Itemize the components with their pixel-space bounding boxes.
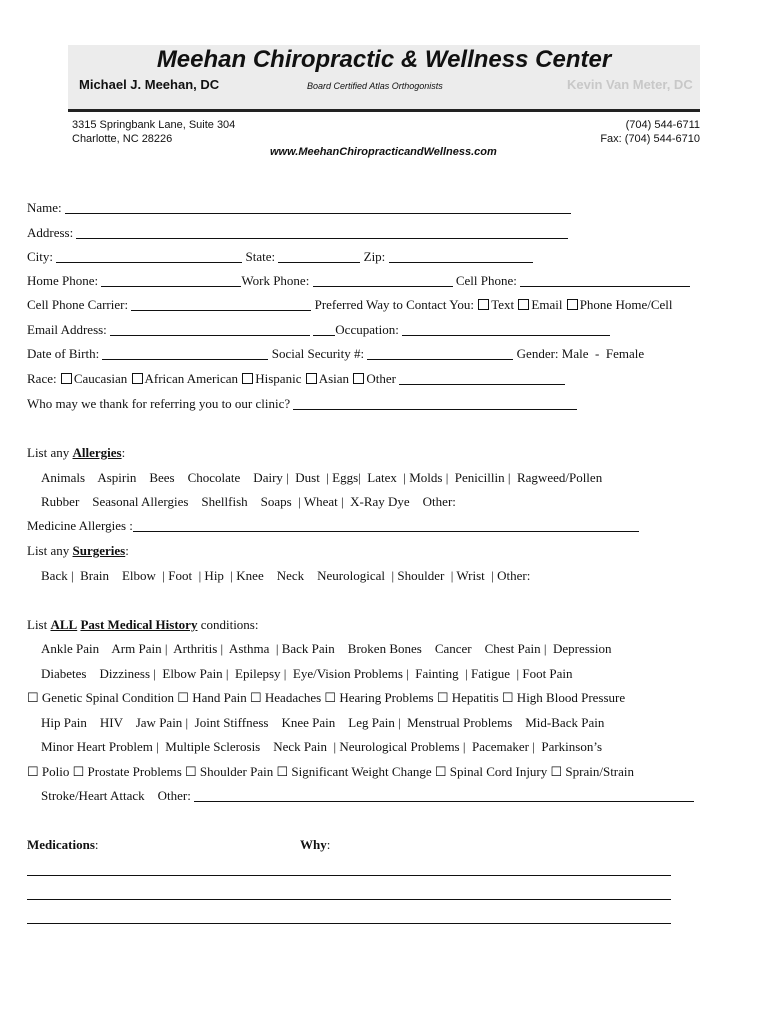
- history-row-1[interactable]: Ankle Pain Arm Pain | Arthritis | Asthma | Back Pain Broken Bones Cancer Chest Pain | Depression: [41, 641, 612, 656]
- address-row: [27, 225, 568, 241]
- medicine-allergies-label: Medicine Allergies :: [27, 518, 133, 533]
- surgeries-suffix: :: [125, 543, 129, 558]
- allergies-heading: [27, 445, 125, 461]
- medicine-allergies-field[interactable]: [133, 519, 639, 532]
- race-asian-checkbox[interactable]: [306, 373, 317, 384]
- name-field[interactable]: [65, 201, 571, 214]
- allergies-prefix: List any: [27, 445, 73, 460]
- history-prefix: List: [27, 617, 51, 632]
- race-other-field[interactable]: [399, 372, 565, 385]
- history-row-2[interactable]: Diabetes Dizziness | Elbow Pain | Epilepsy | Eye/Vision Problems | Fainting | Fatigue | Foot Pain: [41, 666, 573, 681]
- history-title: Past Medical History: [80, 617, 198, 632]
- history-row-4[interactable]: Hip Pain HIV Jaw Pain | Joint Stiffness Knee Pain Leg Pain | Menstrual Problems Mid-Back Pain: [41, 715, 605, 730]
- referral-field[interactable]: [293, 397, 577, 410]
- race-caucasian-label: Caucasian: [73, 371, 128, 386]
- state-field[interactable]: [278, 250, 360, 263]
- gender-label: Gender:: [516, 346, 559, 361]
- ssn-field[interactable]: [367, 347, 513, 360]
- home-phone-field[interactable]: [101, 274, 241, 287]
- race-african-label: African American: [144, 371, 238, 386]
- website-link[interactable]: www.MeehanChiropracticandWellness.com: [270, 146, 497, 158]
- fax-number: Fax: (704) 544-6710: [600, 133, 700, 145]
- name-row: [27, 200, 571, 216]
- ssn-label: Social Security #:: [271, 346, 365, 361]
- history-row-6[interactable]: ☐ Polio ☐ Prostate Problems ☐ Shoulder Pain ☐ Significant Weight Change ☐ Spinal Cord Injury ☐ Sprain/Strain: [27, 764, 635, 779]
- header-divider: [68, 109, 700, 112]
- occupation-prefix-line: [313, 323, 335, 336]
- surgeries-heading: [27, 543, 129, 559]
- state-label: State:: [245, 249, 276, 264]
- referral-label: Who may we thank for referring you to our clinic?: [27, 396, 291, 411]
- faded-doctor-name: Kevin Van Meter, DC: [567, 77, 693, 92]
- email-field[interactable]: [110, 323, 310, 336]
- why-row: [300, 837, 330, 853]
- medications-line-1[interactable]: [27, 875, 671, 876]
- work-phone-label: Work Phone:: [241, 273, 310, 288]
- contact-email-checkbox[interactable]: [518, 299, 529, 310]
- race-other-checkbox[interactable]: [353, 373, 364, 384]
- race-row: [27, 371, 565, 387]
- dob-row: [27, 346, 644, 362]
- contact-email-label: Email: [531, 297, 563, 312]
- cell-phone-label: Cell Phone:: [455, 273, 517, 288]
- race-label: Race:: [27, 371, 57, 386]
- address-line-1: 3315 Springbank Lane, Suite 304: [72, 119, 236, 131]
- history-row-5[interactable]: Minor Heart Problem | Multiple Sclerosis Neck Pain | Neurological Problems | Pacemaker | Parkinson’s: [41, 739, 603, 754]
- phone-row: [27, 273, 690, 289]
- city-field[interactable]: [56, 250, 242, 263]
- zip-label: Zip:: [363, 249, 386, 264]
- medicine-allergies-row: [27, 518, 639, 534]
- referral-row: [27, 396, 577, 412]
- history-row-3[interactable]: ☐ Genetic Spinal Condition ☐ Hand Pain ☐ Headaches ☐ Hearing Problems ☐ Hepatitis ☐ High Blood Pressure: [27, 690, 626, 705]
- surgery-options-row[interactable]: Back | Brain Elbow | Foot | Hip | Knee Neck Neurological | Shoulder | Wrist | Other:: [41, 568, 531, 583]
- certification: Board Certified Atlas Orthogonists: [307, 81, 443, 91]
- cell-phone-field[interactable]: [520, 274, 690, 287]
- contact-phone-checkbox[interactable]: [567, 299, 578, 310]
- gender-separator: -: [595, 346, 600, 361]
- history-all: ALL: [50, 617, 78, 632]
- zip-field[interactable]: [389, 250, 533, 263]
- carrier-label: Cell Phone Carrier:: [27, 297, 129, 312]
- email-row: [27, 322, 610, 338]
- race-asian-label: Asian: [318, 371, 350, 386]
- medications-row: [27, 837, 99, 853]
- gender-male[interactable]: Male: [561, 346, 589, 361]
- allergy-options-row-2[interactable]: Rubber Seasonal Allergies Shellfish Soaps | Wheat | X-Ray Dye Other:: [41, 494, 456, 509]
- history-heading: [27, 617, 258, 633]
- race-hispanic-label: Hispanic: [255, 371, 302, 386]
- preferred-contact-label: Preferred Way to Contact You:: [314, 297, 474, 312]
- race-other-label: Other: [366, 371, 396, 386]
- dob-label: Date of Birth:: [27, 346, 100, 361]
- why-colon: :: [326, 837, 331, 852]
- work-phone-field[interactable]: [313, 274, 453, 287]
- race-african-checkbox[interactable]: [132, 373, 143, 384]
- contact-row: [27, 297, 673, 313]
- name-label: Name:: [27, 200, 62, 215]
- why-label: Why: [300, 837, 327, 852]
- doctor-name: Michael J. Meehan, DC: [79, 77, 220, 92]
- occupation-label: Occupation:: [335, 322, 399, 337]
- contact-text-label: Text: [491, 297, 515, 312]
- surgeries-title: Surgeries: [72, 543, 126, 558]
- contact-phone-label: Phone Home/Cell: [579, 297, 673, 312]
- city-row: [27, 249, 533, 265]
- allergies-title: Allergies: [72, 445, 122, 460]
- address-line-2: Charlotte, NC 28226: [72, 133, 173, 145]
- gender-female[interactable]: Female: [605, 346, 645, 361]
- occupation-field[interactable]: [402, 323, 610, 336]
- allergies-suffix: :: [121, 445, 126, 460]
- medications-colon: :: [94, 837, 99, 852]
- history-row-7: [41, 788, 694, 804]
- history-other-field[interactable]: [194, 789, 694, 802]
- address-field[interactable]: [76, 226, 568, 239]
- address-label: Address:: [27, 225, 74, 240]
- race-hispanic-checkbox[interactable]: [242, 373, 253, 384]
- carrier-field[interactable]: [131, 298, 311, 311]
- history-suffix: conditions:: [197, 617, 259, 632]
- phone-number: (704) 544-6711: [625, 119, 700, 131]
- email-label: Email Address:: [27, 322, 107, 337]
- race-caucasian-checkbox[interactable]: [61, 373, 72, 384]
- surgeries-prefix: List any: [27, 543, 73, 558]
- allergy-options-row-1[interactable]: Animals Aspirin Bees Chocolate Dairy | Dust | Eggs| Latex | Molds | Penicillin | Ragweed/Pollen: [41, 470, 603, 485]
- medications-label: Medications: [27, 837, 95, 852]
- contact-text-checkbox[interactable]: [478, 299, 489, 310]
- city-label: City:: [27, 249, 54, 264]
- dob-field[interactable]: [102, 347, 268, 360]
- clinic-name: Meehan Chiropractic & Wellness Center: [156, 46, 612, 73]
- medications-line-2[interactable]: [27, 899, 671, 900]
- history-last-row[interactable]: Stroke/Heart Attack Other:: [41, 788, 191, 803]
- home-phone-label: Home Phone:: [27, 273, 99, 288]
- medications-line-3[interactable]: [27, 923, 671, 924]
